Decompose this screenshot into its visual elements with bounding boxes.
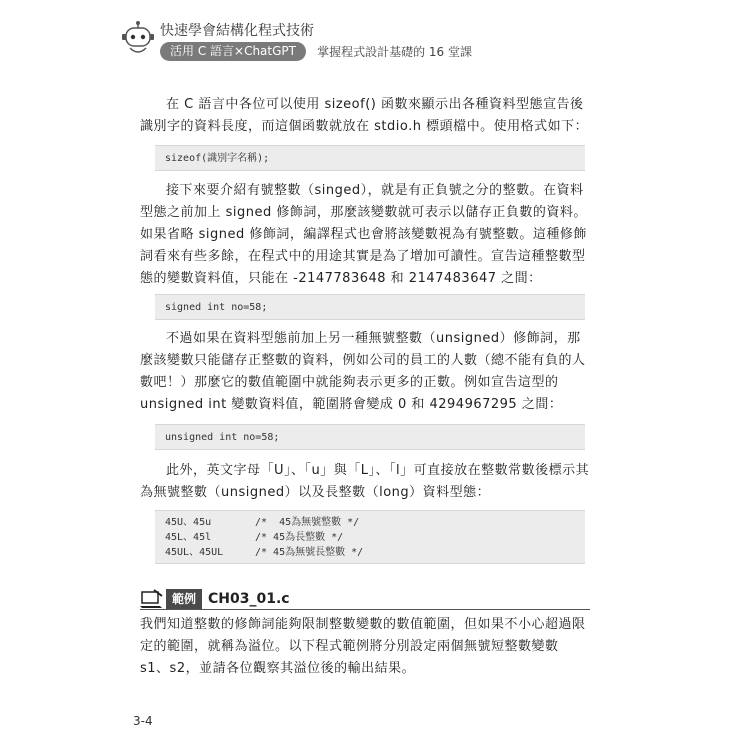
code-literal: 45UL、45UL [165, 547, 224, 558]
paragraph-text: 接下來要介紹有號整數（singed），就是有正負號之分的整數。在資料型態之前加上 signed 修飾詞，那麼該變數就可表示以儲存正負數的資料。如果省略 signed 修飾詞，編譯程式也會將該變數視為有號整數。這種修飾詞看來有些多餘，在程式中的用途其實是為了增加可讀性。宣告這種整數型態的變數資料值，只能在 -2147783648 和 2147483647 之間： [140, 183, 587, 286]
paragraph-text: 我們知道整數的修飾詞能夠限制整數變數的數值範圍，但如果不小心超過限定的範圍，就稱為溢位。以下程式範例將分別設定兩個無號短整數變數 s1、s2，並請各位觀察其溢位後的輸出結果。 [140, 617, 586, 676]
paragraph-signed [140, 180, 590, 290]
code-literal: 45U、45u [165, 517, 212, 528]
computer-icon [140, 588, 164, 610]
code-block-suffix [155, 510, 585, 564]
paragraph-overflow [140, 614, 590, 680]
code-comment: /* 45為無號整數 */ [255, 517, 360, 528]
subtitle-text: 掌握程式設計基礎的 16 堂課 [317, 45, 472, 59]
code-block-sizeof [155, 145, 585, 171]
example-heading [140, 588, 590, 610]
code-line: unsigned int no=58; [165, 432, 280, 443]
book-title: 快速學會結構化程式技術 [160, 23, 314, 39]
code-line [165, 515, 575, 530]
code-line [165, 545, 575, 560]
paragraph-sizeof [140, 94, 590, 138]
paragraph-text: 在 C 語言中各位可以使用 sizeof() 函數來顯示出各種資料型態宣告後識別字的資料長度，而這個函數就放在 stdio.h 標頭檔中。使用格式如下： [140, 97, 589, 134]
code-block-signed [155, 294, 585, 320]
code-literal: 45L、45l [165, 532, 212, 543]
example-filename: CH03_01.c [208, 591, 290, 607]
example-underline [140, 609, 590, 610]
page-number: 3-4 [133, 714, 153, 728]
code-line: signed int no=58; [165, 302, 268, 313]
code-block-unsigned [155, 424, 585, 450]
paragraph-unsigned [140, 328, 590, 416]
code-line: sizeof(識別字名稱); [165, 153, 270, 164]
code-line [165, 530, 575, 545]
paragraph-text: 不過如果在資料型態前加上另一種無號整數（unsigned）修飾詞，那麼該變數只能儲存正整數的資料，例如公司的員工的人數（總不能有負的人數吧！）那麼它的數值範圍中就能夠表示更多的正數。例如宣告這型的 unsigned int 變數資料值，範圍將會變成 0 和 4294967295 之間： [140, 331, 586, 412]
code-comment: /* 45為長整數 */ [255, 532, 344, 543]
example-label: 範例 [166, 589, 202, 609]
subtitle-pill: 活用 C 語言×ChatGPT [160, 42, 306, 61]
robot-mascot-icon [120, 20, 156, 60]
code-comment: /* 45為無號長整數 */ [255, 547, 364, 558]
book-subtitle [160, 41, 472, 61]
paragraph-text: 此外，英文字母「U」、「u」與「L」、「l」可直接放在整數常數後標示其為無號整數（unsigned）以及長整數（long）資料型態： [140, 463, 590, 500]
paragraph-suffix [140, 460, 590, 504]
page-header [120, 18, 540, 64]
